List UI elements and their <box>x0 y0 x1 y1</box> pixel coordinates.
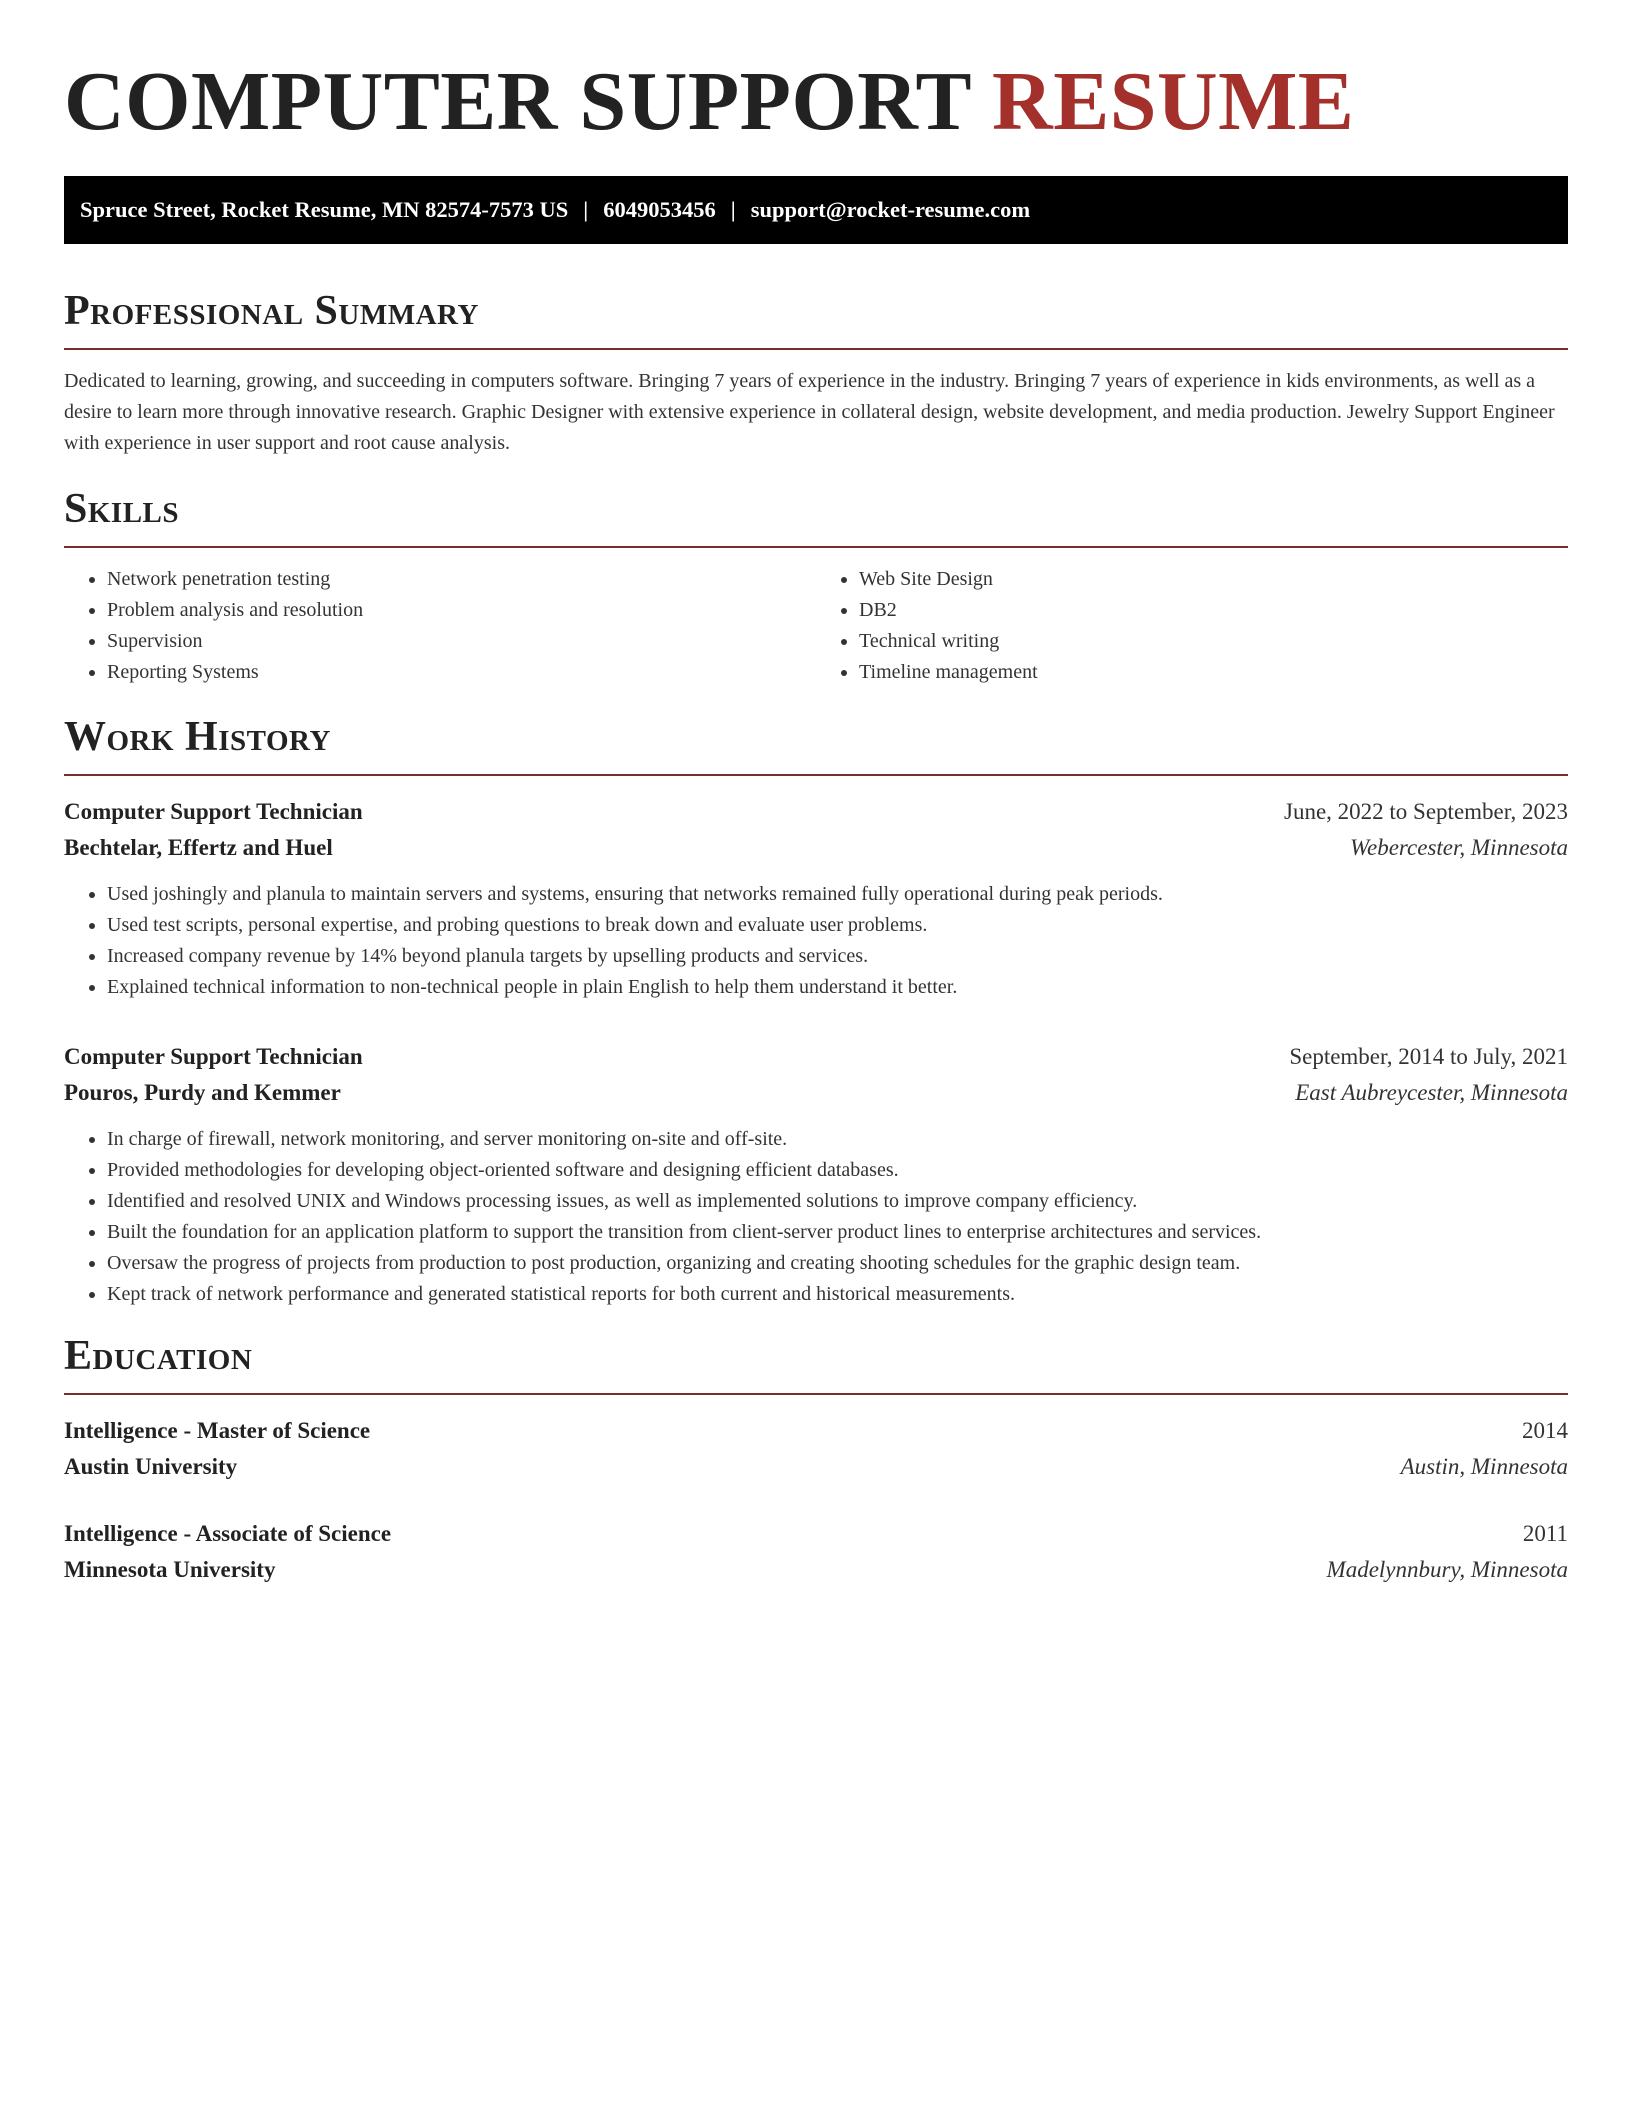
job-company-row <box>64 1075 1568 1111</box>
section-divider <box>64 1393 1568 1395</box>
education-degree: Intelligence - Associate of Science <box>64 1521 392 1546</box>
skills-section <box>64 484 1568 688</box>
skills-column-left <box>64 564 816 688</box>
contact-separator: | <box>730 197 736 222</box>
education-school: Minnesota University <box>64 1557 276 1582</box>
education-degree-row <box>64 1413 1568 1449</box>
skill-item: • DB2 <box>859 595 1568 626</box>
education-section <box>64 1331 1568 1588</box>
job-company: Bechtelar, Effertz and Huel <box>64 835 333 860</box>
job-bullet: • Identified and resolved UNIX and Windows processing issues, as well as implemented solutions to improve company efficiency. <box>107 1186 1568 1217</box>
education-year: 2014 <box>1522 1418 1568 1443</box>
job-bullets <box>64 1124 1568 1310</box>
job-bullet: • Built the foundation for an application platform to support the transition from client-server product lines to enterprise architectures and services. <box>107 1217 1568 1248</box>
job-dates: June, 2022 to September, 2023 <box>1284 799 1568 824</box>
education-location: Austin, Minnesota <box>1400 1454 1568 1479</box>
skill-item: • Supervision <box>107 626 816 657</box>
education-school: Austin University <box>64 1454 238 1479</box>
title-accent: RESUME <box>992 55 1355 148</box>
job-title-row <box>64 794 1568 830</box>
education-degree-row <box>64 1516 1568 1552</box>
job-bullet: • Explained technical information to non-technical people in plain English to help them understand it better. <box>107 972 1568 1003</box>
job-location: East Aubreycester, Minnesota <box>1295 1080 1568 1105</box>
skill-item: • Timeline management <box>859 657 1568 688</box>
section-divider <box>64 774 1568 776</box>
job-bullets <box>64 879 1568 1003</box>
education-location: Madelynnbury, Minnesota <box>1326 1557 1568 1582</box>
job-location: Webercester, Minnesota <box>1349 835 1568 860</box>
job-bullet: • Kept track of network performance and generated statistical reports for both current and historical measurements. <box>107 1279 1568 1310</box>
job-dates: September, 2014 to July, 2021 <box>1289 1044 1568 1069</box>
work-history-section <box>64 712 1568 1310</box>
contact-bar <box>64 176 1568 244</box>
education-school-row <box>64 1552 1568 1588</box>
skill-item: • Technical writing <box>859 626 1568 657</box>
job-company-row <box>64 830 1568 866</box>
job-title: Computer Support Technician <box>64 1044 363 1069</box>
job-company: Pouros, Purdy and Kemmer <box>64 1080 341 1105</box>
title-main: COMPUTER SUPPORT <box>64 55 971 148</box>
job-bullet: • Used test scripts, personal expertise, and probing questions to break down and evaluate user problems. <box>107 910 1568 941</box>
skills-list-right <box>816 564 1568 688</box>
section-divider <box>64 546 1568 548</box>
summary-section <box>64 286 1568 459</box>
education-entry <box>64 1516 1568 1588</box>
summary-heading: Professional Summary <box>64 288 479 334</box>
job-title-row <box>64 1039 1568 1075</box>
education-school-row <box>64 1449 1568 1485</box>
work-history-heading: Work History <box>64 714 331 760</box>
skills-list-left <box>64 564 816 688</box>
education-heading: Education <box>64 1333 253 1379</box>
job-bullet: • Oversaw the progress of projects from production to post production, organizing and creating shooting schedules for the graphic design team. <box>107 1248 1568 1279</box>
contact-address: Spruce Street, Rocket Resume, MN 82574-7573 US <box>80 197 569 222</box>
skills-heading: Skills <box>64 486 180 532</box>
job-bullet: • Used joshingly and planula to maintain servers and systems, ensuring that networks remained fully operational during peak periods. <box>107 879 1568 910</box>
job-bullet: • In charge of firewall, network monitoring, and server monitoring on-site and off-site. <box>107 1124 1568 1155</box>
skills-column-right <box>816 564 1568 688</box>
skill-item: • Network penetration testing <box>107 564 816 595</box>
skill-item: • Problem analysis and resolution <box>107 595 816 626</box>
education-degree: Intelligence - Master of Science <box>64 1418 371 1443</box>
skill-item: • Reporting Systems <box>107 657 816 688</box>
education-year: 2011 <box>1522 1521 1568 1546</box>
skills-columns <box>64 564 1568 688</box>
resume-title <box>64 54 1568 150</box>
job-title: Computer Support Technician <box>64 799 363 824</box>
skill-item: • Web Site Design <box>859 564 1568 595</box>
section-divider <box>64 348 1568 350</box>
contact-email: support@rocket-resume.com <box>750 197 1031 222</box>
job-entry <box>64 1039 1568 1310</box>
job-bullet: • Provided methodologies for developing object-oriented software and designing efficient databases. <box>107 1155 1568 1186</box>
summary-text: Dedicated to learning, growing, and succeeding in computers software. Bringing 7 years of experience in the industry. Bringing 7 years of experience in kids environments, as well as a desire to learn more through innovative research. Graphic Designer with extensive experience in collateral design, website development, and media production. Jewelry Support Engineer with experience in user support and root cause analysis. <box>64 370 1555 454</box>
contact-separator: | <box>583 197 589 222</box>
job-entry <box>64 794 1568 1003</box>
job-bullet: • Increased company revenue by 14% beyond planula targets by upselling products and services. <box>107 941 1568 972</box>
contact-phone: 6049053456 <box>603 197 716 222</box>
education-entry <box>64 1413 1568 1485</box>
